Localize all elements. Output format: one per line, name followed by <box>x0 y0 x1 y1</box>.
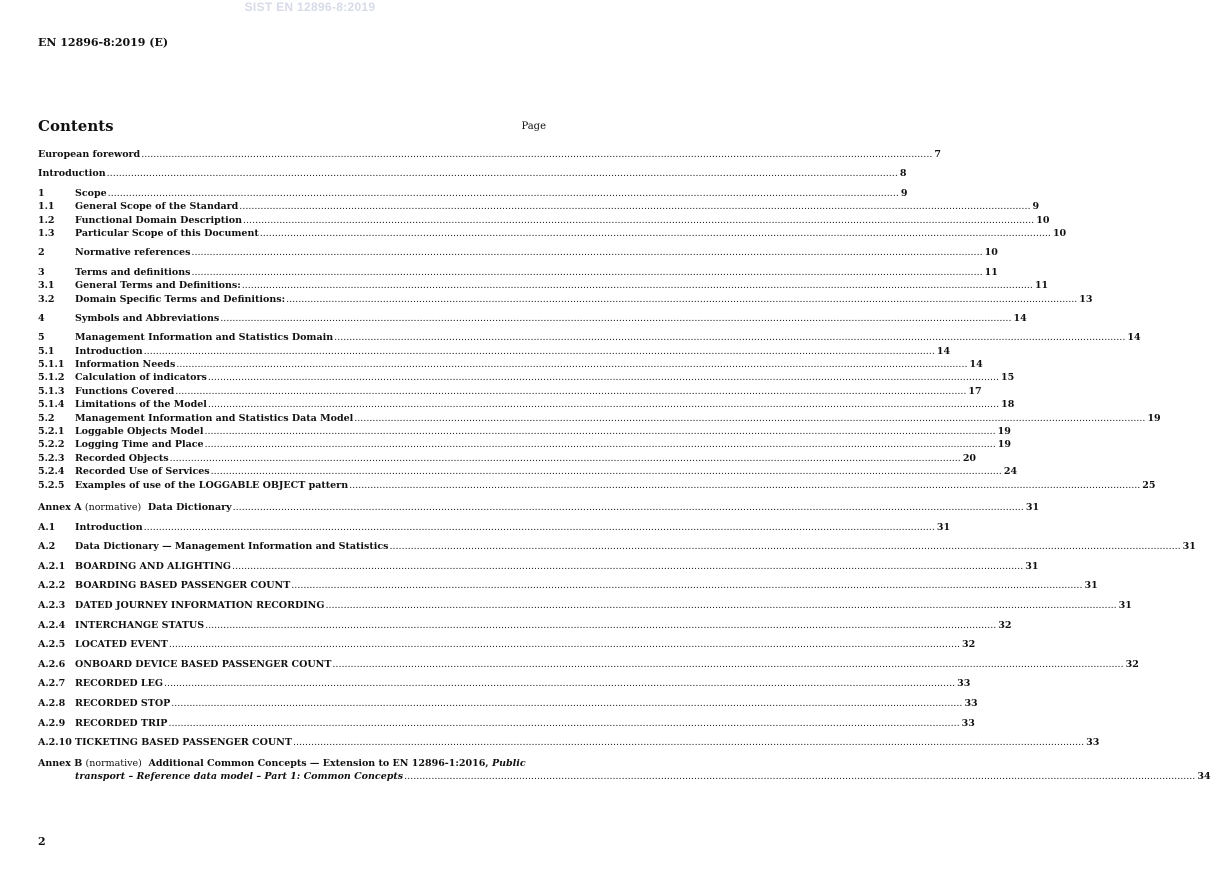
document-id-header: EN 12896-8:2019 (E) <box>38 36 169 49</box>
toc-entry-number: 5.2.3 <box>38 452 65 464</box>
toc-entry-label: Calculation of indicators <box>75 372 207 384</box>
toc-entry-page: 31 <box>1182 541 1196 553</box>
leader-dots <box>175 385 966 398</box>
toc-entry-label: DATED JOURNEY INFORMATION RECORDING <box>75 599 325 611</box>
leader-dots <box>211 465 1002 478</box>
toc-entry-page: 33 <box>1086 737 1100 749</box>
toc-entry-number: 5.1.1 <box>38 359 65 371</box>
toc-entry-label: ONBOARD DEVICE BASED PASSENGER COUNT <box>75 658 332 670</box>
toc-entry-page: 14 <box>1013 312 1027 324</box>
leader-dots <box>141 148 932 161</box>
toc-entry-label: INTERCHANGE STATUS <box>75 619 205 631</box>
toc-entry-5-2[interactable] <box>38 412 1161 425</box>
toc-entry-label: Information Needs <box>75 359 176 371</box>
toc-entry-label: Logging Time and Place <box>75 439 204 451</box>
toc-entry-label: Functional Domain Description <box>75 214 243 226</box>
leader-dots <box>169 635 960 654</box>
toc-entry-foreword[interactable] <box>38 148 941 161</box>
toc-entry-number: 3.2 <box>38 293 55 305</box>
toc-entry-page: 32 <box>1125 658 1139 670</box>
toc-entry-label: Terms and definitions <box>75 266 191 278</box>
toc-entry-label: Examples of use of the LOGGABLE OBJECT pattern <box>75 479 349 491</box>
toc-entry-number: 1.1 <box>38 201 55 213</box>
toc-entry-number: 5.1.2 <box>38 372 65 384</box>
leader-dots <box>389 537 1180 556</box>
toc-entry-a-1[interactable] <box>38 518 951 538</box>
toc-entry-1-2[interactable] <box>38 214 1050 227</box>
leader-dots <box>171 694 962 713</box>
toc-entry-page: 7 <box>934 149 941 160</box>
leader-dots <box>164 674 955 693</box>
toc-entry-page: 9 <box>900 187 908 199</box>
toc-entry-number: A.2.4 <box>38 619 66 631</box>
leader-dots <box>208 371 999 384</box>
toc-entry-5-1-2[interactable] <box>38 371 1015 384</box>
toc-entry-number: A.1 <box>38 521 56 533</box>
toc-entry-3[interactable] <box>38 266 998 279</box>
toc-entry-number: 3 <box>38 266 45 278</box>
leader-dots <box>176 358 967 371</box>
annex-normative-note: (normative) <box>85 757 142 769</box>
toc-entry-5-1-4[interactable] <box>38 398 1015 411</box>
leader-dots <box>291 576 1082 595</box>
toc-entry-page: 32 <box>998 619 1012 631</box>
toc-entry-page: 33 <box>964 697 978 709</box>
toc-entry-page: 14 <box>969 359 983 371</box>
toc-entry-label: LOCATED EVENT <box>75 639 168 651</box>
toc-entry-number: 1.3 <box>38 227 55 239</box>
toc-entry-page: 14 <box>936 345 951 357</box>
toc-entry-page: 8 <box>899 168 907 180</box>
toc-entry-label: Loggable Objects Model <box>75 426 204 438</box>
toc-entry-page: 13 <box>1079 293 1093 305</box>
leader-dots <box>208 398 999 411</box>
toc-entry-page: 34 <box>1197 770 1211 782</box>
toc-entry-label: Management Information and Statistics Data Model <box>75 412 354 424</box>
toc-entry-number: 2 <box>38 247 45 259</box>
leader-dots <box>233 498 1024 517</box>
toc-entry-page: 14 <box>1127 332 1141 344</box>
toc-entry-page: 18 <box>1001 399 1015 411</box>
toc-entry-1-3[interactable] <box>38 227 1067 240</box>
leader-dots <box>243 214 1034 227</box>
toc-entry-number: 5 <box>38 332 45 344</box>
leader-dots <box>286 293 1077 306</box>
toc-entry-a-2-4[interactable] <box>38 616 1012 636</box>
toc-entry-5[interactable] <box>38 331 1141 344</box>
toc-entry-label: Data Dictionary — Management Information and Statistics <box>75 541 389 553</box>
toc-entry-page: 33 <box>961 717 975 729</box>
annex-prefix: Annex A <box>38 501 82 513</box>
toc-entry-page: 31 <box>1084 580 1098 592</box>
toc-entry-a-2-10[interactable] <box>38 733 1100 753</box>
leader-dots <box>205 616 996 635</box>
toc-entry-a-2-2[interactable] <box>38 576 1098 596</box>
toc-entry-label <box>38 498 232 517</box>
toc-entry-number: A.2.5 <box>38 639 66 651</box>
toc-entry-3-1[interactable] <box>38 279 1049 292</box>
toc-entry-page: 24 <box>1003 466 1018 478</box>
annex-title-italic: Public <box>491 757 526 769</box>
leader-dots <box>260 227 1051 240</box>
toc-entry-number: 5.1.4 <box>38 399 65 411</box>
toc-entry-label: RECORDED STOP <box>75 697 171 709</box>
toc-entry-label: General Terms and Definitions: <box>75 280 241 292</box>
toc-entry-number: A.2.6 <box>38 658 66 670</box>
toc-entry-page: 20 <box>962 452 977 464</box>
toc-entry-label: BOARDING BASED PASSENGER COUNT <box>75 580 291 592</box>
annex-normative-note: (normative) <box>84 501 142 513</box>
toc-entry-label: RECORDED LEG <box>75 678 163 690</box>
leader-dots <box>191 266 982 279</box>
toc-entry-page: 25 <box>1142 479 1156 491</box>
annex-title: Additional Common Concepts — Extension to EN 12896-1:2016, <box>148 757 489 769</box>
toc-entry-5-1-3[interactable] <box>38 385 982 398</box>
leader-dots <box>354 412 1145 425</box>
toc-entry-label: TICKETING BASED PASSENGER COUNT <box>75 737 292 749</box>
toc-entry-number: A.2.2 <box>38 580 66 592</box>
page-title: Contents <box>38 117 114 135</box>
toc-entry-label: General Scope of the Standard <box>75 201 239 213</box>
toc-entry-a-2-9[interactable] <box>38 714 975 734</box>
toc-entry-5-2-1[interactable] <box>38 425 1011 438</box>
leader-dots <box>325 596 1116 615</box>
toc-entry-5-2-2[interactable] <box>38 438 1012 451</box>
leader-dots <box>220 312 1011 325</box>
table-of-contents <box>38 148 1211 783</box>
toc-entry-number: A.2.1 <box>38 560 66 572</box>
leader-dots <box>242 279 1033 292</box>
toc-entry-page: 10 <box>1052 227 1067 239</box>
toc-entry-5-1-1[interactable] <box>38 358 983 371</box>
leader-dots <box>204 425 995 438</box>
toc-entry-number: 5.2.2 <box>38 439 65 451</box>
toc-entry-label: Limitations of the Model <box>75 399 207 411</box>
toc-entry-page: 9 <box>1032 201 1040 213</box>
leader-dots <box>349 479 1140 492</box>
leader-dots <box>107 167 898 180</box>
leader-dots <box>108 187 899 200</box>
toc-entry-page: 11 <box>984 266 998 278</box>
toc-entry-page: 19 <box>997 439 1012 451</box>
toc-entry-4[interactable] <box>38 312 1027 325</box>
toc-entry-label: Recorded Use of Services <box>75 466 210 478</box>
leader-dots <box>334 331 1125 344</box>
toc-entry-label: Recorded Objects <box>75 452 169 464</box>
toc-entry-number: 3.1 <box>38 280 55 292</box>
toc-entry-number: 5.2.4 <box>38 466 65 478</box>
toc-entry-a-2-1[interactable] <box>38 557 1039 577</box>
toc-entry-number: 5.1 <box>38 345 55 357</box>
toc-entry-label: Introduction <box>75 521 143 533</box>
toc-entry-label: RECORDED TRIP <box>75 717 168 729</box>
leader-dots <box>205 438 996 451</box>
leader-dots <box>293 733 1084 752</box>
annex-title-italic-continued: transport – Reference data model – Part 1: Common Concepts <box>75 770 404 782</box>
toc-entry-page: 17 <box>968 385 982 397</box>
toc-entry-page: 19 <box>1147 412 1161 424</box>
toc-entry-number: A.2.7 <box>38 678 66 690</box>
toc-entry-page: 31 <box>1118 599 1132 611</box>
leader-dots <box>332 655 1123 674</box>
annex-title: Data Dictionary <box>147 501 232 513</box>
toc-entry-a-2-5[interactable] <box>38 635 976 655</box>
toc-entry-3-2[interactable] <box>38 293 1093 306</box>
leader-dots <box>404 770 1195 783</box>
leader-dots <box>168 714 959 733</box>
toc-entry-1-1[interactable] <box>38 200 1040 213</box>
leader-dots <box>144 345 935 358</box>
toc-entry-page: 10 <box>984 247 998 259</box>
toc-entry-number: A.2.9 <box>38 717 66 729</box>
toc-entry-label: Symbols and Abbreviations <box>75 312 220 324</box>
page-number: 2 <box>38 835 46 848</box>
toc-entry-label: Management Information and Statistics Domain <box>75 332 334 344</box>
toc-entry-number: 1.2 <box>38 214 55 226</box>
toc-entry-label: Particular Scope of this Document <box>75 227 259 239</box>
toc-entry-number: 5.2 <box>38 412 55 424</box>
toc-entry-label: European foreword <box>38 149 141 160</box>
toc-entry-label: BOARDING AND ALIGHTING <box>75 560 232 572</box>
toc-entry-annex-a[interactable] <box>38 498 1040 518</box>
toc-entry-number: A.2.3 <box>38 599 66 611</box>
toc-entry-page: 31 <box>936 521 951 533</box>
toc-entry-page: 11 <box>1034 280 1049 292</box>
toc-entry-label: Scope <box>75 187 107 199</box>
toc-entry-introduction[interactable] <box>38 167 907 180</box>
toc-entry-label: Introduction <box>38 168 106 180</box>
leader-dots <box>232 557 1023 576</box>
toc-entry-label: Normative references <box>75 247 191 259</box>
toc-entry-5-1[interactable] <box>38 345 951 358</box>
toc-entry-5-2-5[interactable] <box>38 479 1156 492</box>
toc-entry-page: 31 <box>1025 501 1040 513</box>
toc-entry-a-2-8[interactable] <box>38 694 978 714</box>
watermark: SIST EN 12896-8:2019 <box>244 0 376 14</box>
leader-dots <box>191 246 982 259</box>
toc-entry-5-2-3[interactable] <box>38 452 977 465</box>
toc-entry-page: 19 <box>997 426 1011 438</box>
toc-entry-page: 31 <box>1025 560 1039 572</box>
annex-prefix: Annex B <box>38 757 83 769</box>
toc-entry-a-2-6[interactable] <box>38 655 1139 675</box>
leader-dots <box>239 200 1030 213</box>
toc-entry-label: Introduction <box>75 345 143 357</box>
toc-entry-page: 33 <box>957 678 971 690</box>
toc-entry-5-2-4[interactable] <box>38 465 1018 478</box>
toc-entry-number: A.2.8 <box>38 697 66 709</box>
toc-entry-number: A.2 <box>38 541 56 553</box>
toc-entry-page: 15 <box>1001 372 1015 384</box>
toc-entry-number: 5.2.1 <box>38 426 65 438</box>
toc-entry-a-2-7[interactable] <box>38 674 971 694</box>
toc-entry-1[interactable] <box>38 187 908 200</box>
toc-entry-page: 10 <box>1036 214 1050 226</box>
toc-entry-number: 5.2.5 <box>38 479 65 491</box>
toc-entry-number: 1 <box>38 187 45 199</box>
toc-entry-page: 32 <box>962 639 976 651</box>
toc-entry-a-2-3[interactable] <box>38 596 1132 616</box>
page-column-label: Page <box>521 121 546 132</box>
toc-entry-label: Functions Covered <box>75 385 175 397</box>
toc-entry-number: A.2.10 <box>38 737 72 749</box>
toc-entry-number: 4 <box>38 312 45 324</box>
toc-entry-label: Domain Specific Terms and Definitions: <box>75 293 286 305</box>
leader-dots <box>144 518 935 537</box>
toc-entry-annex-b[interactable] <box>38 757 1211 783</box>
toc-entry-a-2[interactable] <box>38 537 1196 557</box>
leader-dots <box>170 452 961 465</box>
toc-entry-2[interactable] <box>38 246 998 259</box>
toc-entry-number: 5.1.3 <box>38 385 65 397</box>
